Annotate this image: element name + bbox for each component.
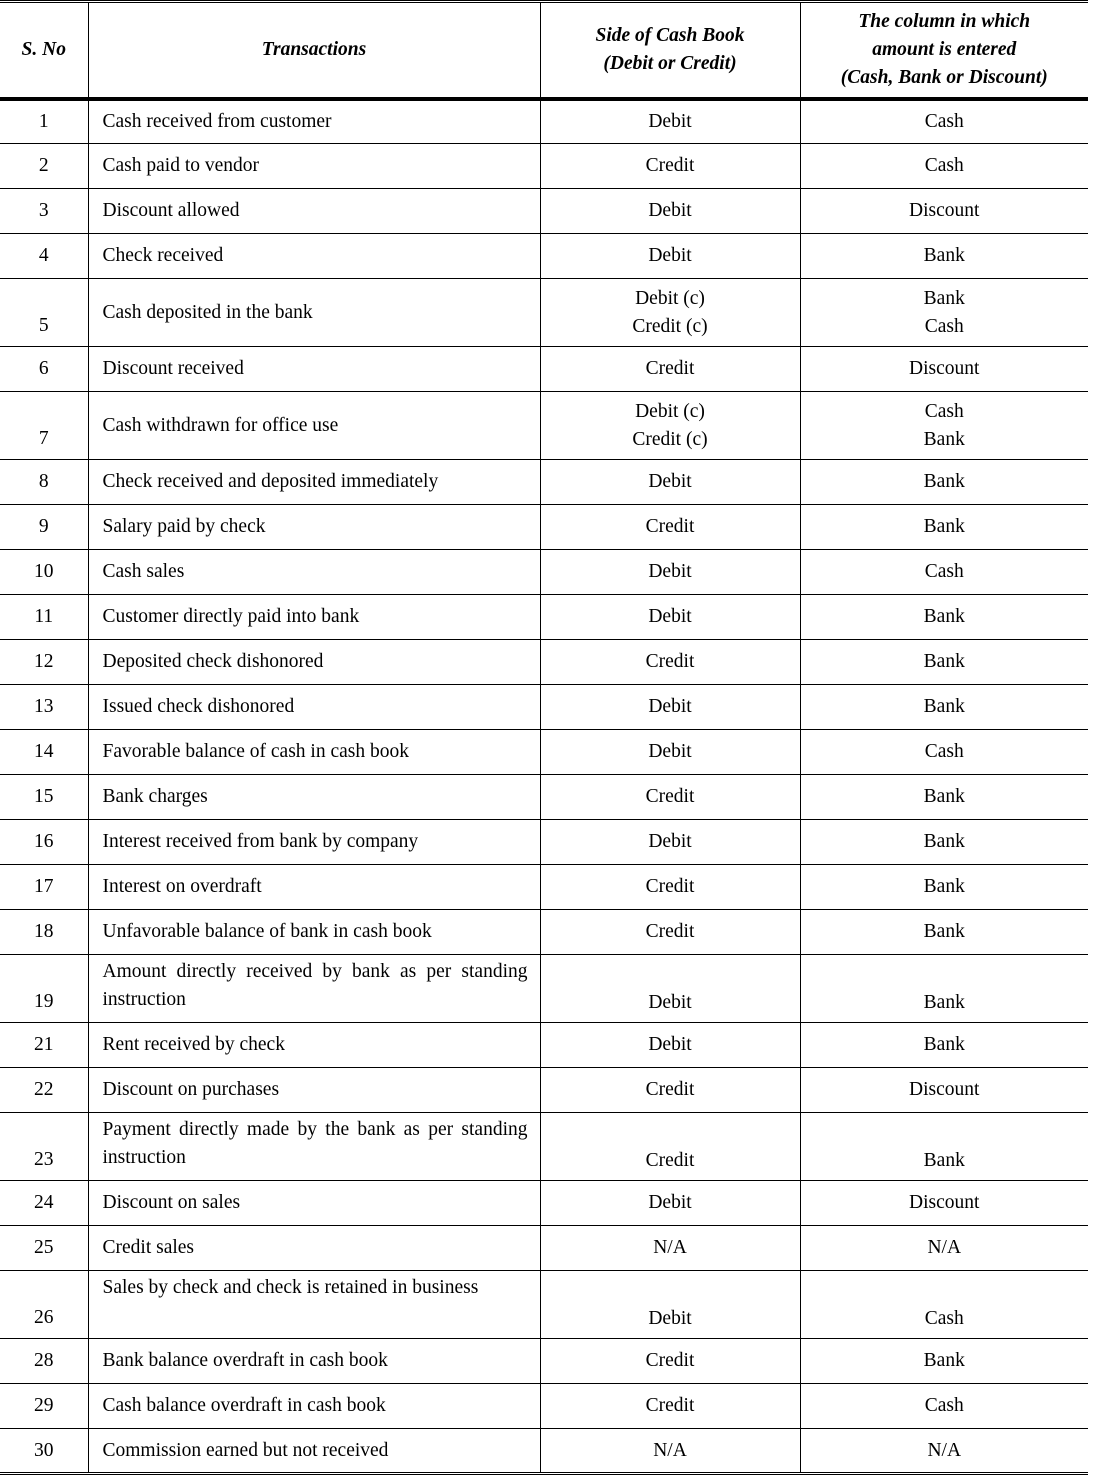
cell-amount-column [800,1339,1088,1384]
amount-column-value: Cash [924,1395,964,1417]
amount-column-value: Cash [924,741,964,763]
cell-amount-column [800,279,1088,347]
side-value: Debit [648,992,692,1014]
cell-serial-number: 5 [0,279,88,347]
column-header-line: Transactions [261,38,367,60]
cell-transaction: Check received and deposited immediately [88,460,540,505]
amount-column-value: Bank [923,287,965,309]
side-value: Debit [648,471,692,493]
side-value: Credit [645,786,695,808]
amount-column-value: Bank [923,471,965,493]
cell-side-of-cash-book [540,99,800,144]
amount-column-value: Bank [923,1150,965,1172]
cell-side-of-cash-book [540,347,800,392]
cell-serial-number: 7 [0,392,88,460]
cell-side-of-cash-book [540,685,800,730]
side-value: N/A [653,1439,687,1461]
cell-transaction: Sales by check and check is retained in business [88,1271,540,1339]
cell-amount-column [800,234,1088,279]
table-header [0,2,1088,99]
side-value: Credit [645,155,695,177]
cell-serial-number: 1 [0,99,88,144]
cell-side-of-cash-book [540,1023,800,1068]
side-value: Credit [645,1350,695,1372]
column-header-line: S. No [21,38,66,60]
cell-serial-number: 30 [0,1429,88,1474]
amount-column-value: Bank [923,831,965,853]
cell-amount-column [800,99,1088,144]
cell-side-of-cash-book [540,775,800,820]
amount-column-value: Bank [923,1034,965,1056]
cell-transaction: Rent received by check [88,1023,540,1068]
cell-serial-number: 6 [0,347,88,392]
cell-serial-number: 9 [0,505,88,550]
table-row [0,1384,1088,1429]
cell-amount-column [800,1429,1088,1474]
column-header-side-of-cash-book [540,2,800,99]
table-row [0,865,1088,910]
cell-side-of-cash-book [540,865,800,910]
amount-column-value: N/A [927,1439,962,1461]
side-value: Credit [645,516,695,538]
side-value: Debit [648,696,692,718]
cell-serial-number: 18 [0,910,88,955]
side-value: N/A [653,1237,687,1259]
cell-side-of-cash-book [540,730,800,775]
cell-transaction: Cash sales [88,550,540,595]
side-value: Credit [645,358,695,380]
cell-amount-column [800,775,1088,820]
cell-serial-number: 10 [0,550,88,595]
cell-amount-column [800,1113,1088,1181]
column-header-line: (Debit or Credit) [603,52,737,74]
cell-side-of-cash-book [540,1181,800,1226]
table-row [0,730,1088,775]
cell-transaction: Amount directly received by bank as per standing instruction [88,955,540,1023]
cell-amount-column [800,640,1088,685]
cell-side-of-cash-book [540,910,800,955]
amount-column-value: Cash [924,1308,964,1330]
cell-serial-number: 22 [0,1068,88,1113]
cell-serial-number: 13 [0,685,88,730]
cell-amount-column [800,730,1088,775]
table-row [0,1068,1088,1113]
cell-transaction: Discount on sales [88,1181,540,1226]
cell-transaction: Cash balance overdraft in cash book [88,1384,540,1429]
amount-column-value: Cash [924,110,964,132]
cell-transaction: Cash withdrawn for office use [88,392,540,460]
cell-amount-column [800,1271,1088,1339]
cell-serial-number: 17 [0,865,88,910]
amount-column-value: Discount [909,1079,980,1101]
cell-transaction: Cash deposited in the bank [88,279,540,347]
cell-serial-number: 11 [0,595,88,640]
table-row [0,189,1088,234]
amount-column-value: Bank [923,428,965,450]
cell-serial-number: 4 [0,234,88,279]
cell-transaction: Interest received from bank by company [88,820,540,865]
cell-side-of-cash-book [540,1226,800,1271]
cell-serial-number: 8 [0,460,88,505]
cell-transaction: Discount received [88,347,540,392]
side-value: Debit [648,1308,692,1330]
cell-amount-column [800,144,1088,189]
side-value: Debit [648,245,692,267]
cell-amount-column [800,1068,1088,1113]
cell-serial-number: 3 [0,189,88,234]
cell-transaction: Payment directly made by the bank as per standing instruction [88,1113,540,1181]
cell-amount-column [800,685,1088,730]
amount-column-value: Bank [923,651,965,673]
table-header-row [0,2,1088,99]
table-row [0,144,1088,189]
amount-column-value: Bank [923,696,965,718]
column-header-line: Side of Cash Book [595,25,745,47]
amount-column-value: Discount [909,358,980,380]
cell-side-of-cash-book [540,550,800,595]
table-row [0,640,1088,685]
cell-side-of-cash-book [540,234,800,279]
cell-serial-number: 15 [0,775,88,820]
side-value: Debit [648,1034,692,1056]
cell-side-of-cash-book [540,1384,800,1429]
cell-side-of-cash-book [540,1068,800,1113]
cell-serial-number: 16 [0,820,88,865]
table-row [0,550,1088,595]
amount-column-value: Bank [923,786,965,808]
side-value: Credit [645,651,695,673]
table-body [0,99,1088,1474]
cell-amount-column [800,1181,1088,1226]
side-value: Debit [648,741,692,763]
cell-side-of-cash-book [540,1429,800,1474]
cell-transaction: Cash paid to vendor [88,144,540,189]
amount-column-value: Discount [909,200,980,222]
cell-amount-column [800,189,1088,234]
cell-transaction: Bank charges [88,775,540,820]
cell-serial-number: 23 [0,1113,88,1181]
table-row [0,955,1088,1023]
cell-serial-number: 14 [0,730,88,775]
side-value: Debit [648,110,692,132]
column-header-transactions [88,2,540,99]
side-value: Credit (c) [632,315,708,337]
cell-transaction: Favorable balance of cash in cash book [88,730,540,775]
cell-transaction: Interest on overdraft [88,865,540,910]
cell-amount-column [800,955,1088,1023]
amount-column-value: Bank [923,1350,965,1372]
cell-side-of-cash-book [540,392,800,460]
table-row [0,910,1088,955]
column-header-line: amount is entered [872,38,1017,60]
cell-side-of-cash-book [540,1271,800,1339]
side-value: Debit (c) [635,400,705,422]
table-row [0,460,1088,505]
cell-serial-number: 2 [0,144,88,189]
amount-column-value: Bank [923,516,965,538]
cell-amount-column [800,1226,1088,1271]
column-header-line: The column in which [858,11,1031,33]
cell-amount-column [800,392,1088,460]
cell-side-of-cash-book [540,460,800,505]
side-value: Credit [645,921,695,943]
table-row [0,1023,1088,1068]
side-value: Debit [648,200,692,222]
amount-column-value: Cash [924,561,964,583]
cell-serial-number: 24 [0,1181,88,1226]
amount-column-value: Bank [923,992,965,1014]
cell-amount-column [800,1023,1088,1068]
cell-serial-number: 26 [0,1271,88,1339]
amount-column-value: Bank [923,606,965,628]
cell-serial-number: 12 [0,640,88,685]
side-value: Credit [645,1150,695,1172]
cell-serial-number: 28 [0,1339,88,1384]
table-row [0,1339,1088,1384]
table-row [0,1271,1088,1339]
cell-amount-column [800,865,1088,910]
side-value: Credit [645,1395,695,1417]
column-header-line: (Cash, Bank or Discount) [840,66,1048,88]
side-value: Debit [648,1192,692,1214]
cell-serial-number: 19 [0,955,88,1023]
table-row [0,685,1088,730]
cell-amount-column [800,595,1088,640]
cell-transaction: Cash received from customer [88,99,540,144]
cell-side-of-cash-book [540,189,800,234]
cell-transaction: Customer directly paid into bank [88,595,540,640]
amount-column-value: Cash [924,155,964,177]
table-row [0,505,1088,550]
cell-transaction: Bank balance overdraft in cash book [88,1339,540,1384]
table-row [0,595,1088,640]
table-row [0,820,1088,865]
side-value: Debit [648,831,692,853]
side-value: Debit [648,606,692,628]
cell-transaction: Deposited check dishonored [88,640,540,685]
cell-side-of-cash-book [540,144,800,189]
cell-serial-number: 21 [0,1023,88,1068]
cell-amount-column [800,1384,1088,1429]
cell-serial-number: 29 [0,1384,88,1429]
cell-transaction: Check received [88,234,540,279]
cell-side-of-cash-book [540,595,800,640]
cell-transaction: Discount allowed [88,189,540,234]
table-row [0,1226,1088,1271]
table-row [0,99,1088,144]
cell-amount-column [800,820,1088,865]
cell-side-of-cash-book [540,640,800,685]
amount-column-value: Bank [923,245,965,267]
table-row [0,775,1088,820]
amount-column-value: Cash [924,400,964,422]
table-row [0,1181,1088,1226]
cell-serial-number: 25 [0,1226,88,1271]
column-header-amount-column [800,2,1088,99]
cell-transaction: Issued check dishonored [88,685,540,730]
side-value: Credit [645,1079,695,1101]
cell-transaction: Commission earned but not received [88,1429,540,1474]
table-row [0,347,1088,392]
cell-transaction: Credit sales [88,1226,540,1271]
side-value: Debit [648,561,692,583]
amount-column-value: Bank [923,876,965,898]
table-row [0,279,1088,347]
side-value: Credit [645,876,695,898]
table-row [0,234,1088,279]
cell-side-of-cash-book [540,955,800,1023]
cell-side-of-cash-book [540,1113,800,1181]
side-value: Debit (c) [635,287,705,309]
column-header-sno [0,2,88,99]
table-row [0,1429,1088,1474]
cell-amount-column [800,460,1088,505]
table-row [0,392,1088,460]
cell-side-of-cash-book [540,1339,800,1384]
cell-amount-column [800,505,1088,550]
cell-transaction: Unfavorable balance of bank in cash book [88,910,540,955]
cell-side-of-cash-book [540,505,800,550]
amount-column-value: N/A [927,1237,962,1259]
cell-transaction: Salary paid by check [88,505,540,550]
cell-amount-column [800,550,1088,595]
amount-column-value: Discount [909,1192,980,1214]
cell-amount-column [800,347,1088,392]
cell-side-of-cash-book [540,279,800,347]
cell-side-of-cash-book [540,820,800,865]
cell-transaction: Discount on purchases [88,1068,540,1113]
cell-amount-column [800,910,1088,955]
amount-column-value: Bank [923,921,965,943]
amount-column-value: Cash [924,315,964,337]
table-row [0,1113,1088,1181]
side-value: Credit (c) [632,428,708,450]
